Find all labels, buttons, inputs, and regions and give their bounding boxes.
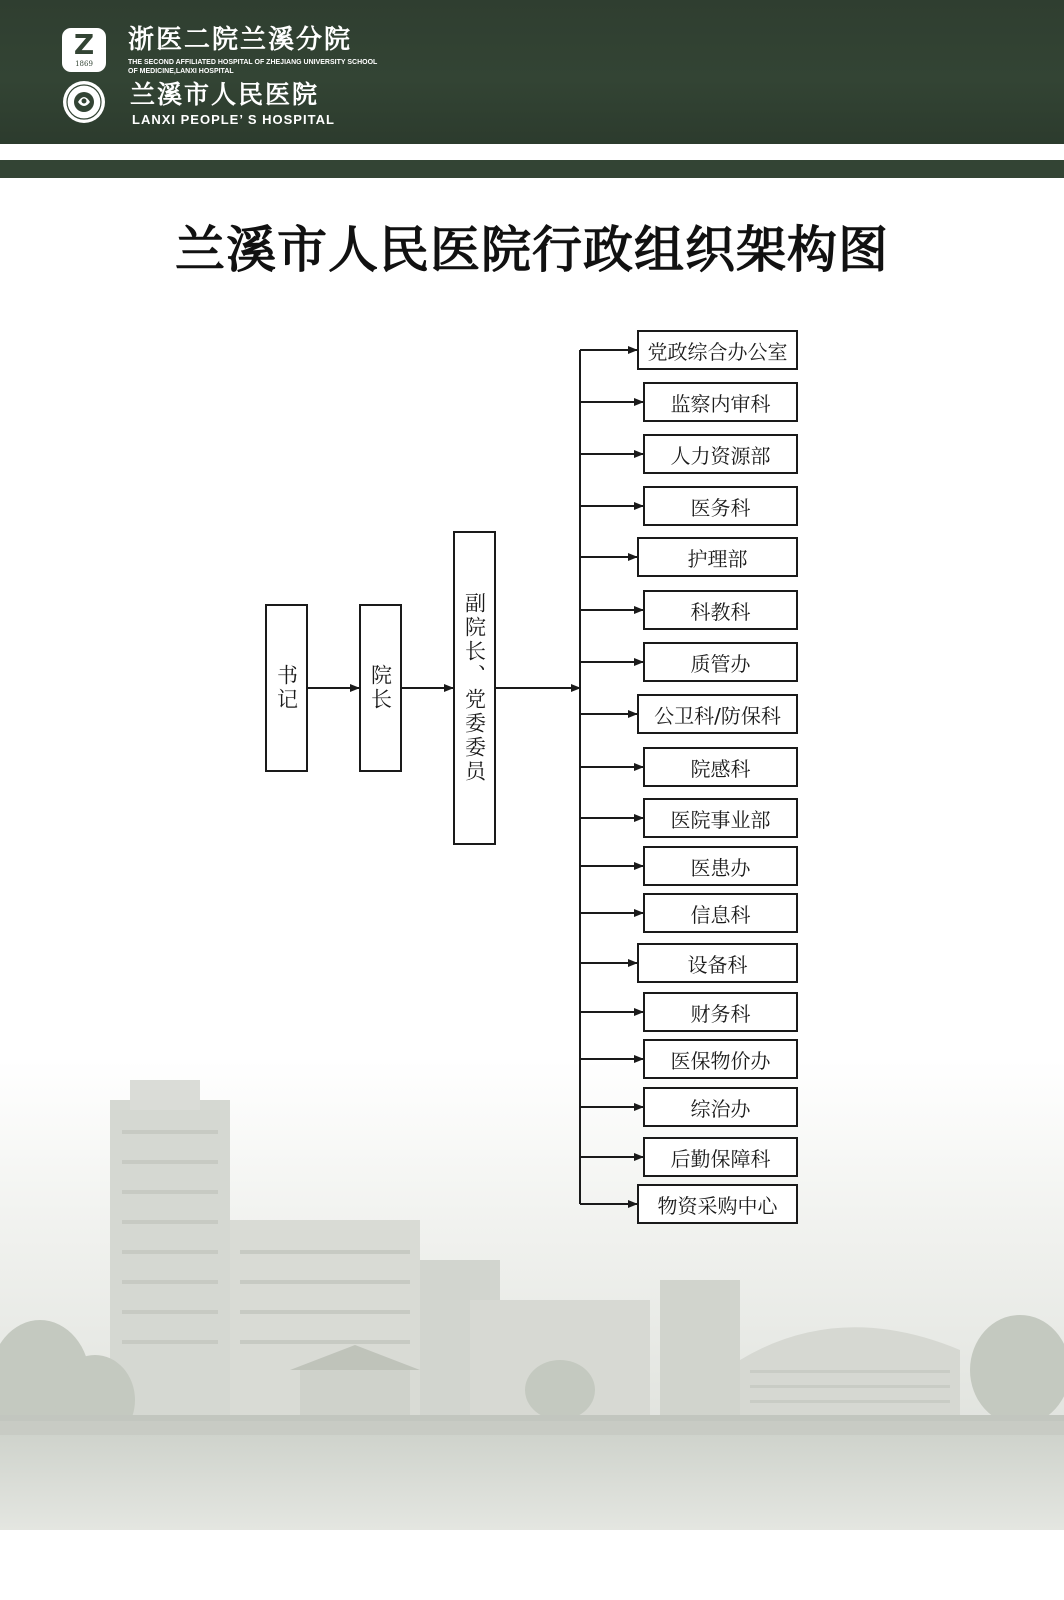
org-node-secretary: 书记 — [265, 604, 308, 772]
org-node-department: 科教科 — [643, 590, 798, 630]
org-node-department: 院感科 — [643, 747, 798, 787]
org-node-department: 公卫科/防保科 — [637, 694, 798, 734]
org-node-department: 设备科 — [637, 943, 798, 983]
org-node-department: 物资采购中心 — [637, 1184, 798, 1224]
org-node-department: 后勤保障科 — [643, 1137, 798, 1177]
hospital-name-english: LANXI PEOPLE’ S HOSPITAL — [132, 112, 335, 127]
org-node-department: 医院事业部 — [643, 798, 798, 838]
logo-year: 1869 — [75, 60, 93, 68]
org-node-department: 医患办 — [643, 846, 798, 886]
brand-english-line-2: OF MEDICINE,LANXI HOSPITAL — [128, 68, 234, 75]
org-node-department: 综治办 — [643, 1087, 798, 1127]
org-node-department: 医保物价办 — [643, 1039, 798, 1079]
org-node-president: 院长 — [359, 604, 402, 772]
brand-english-line-1: THE SECOND AFFILIATED HOSPITAL OF ZHEJIANG UNIVERSITY SCHOOL — [128, 59, 378, 66]
page-title: 兰溪市人民医院行政组织架构图 — [175, 221, 889, 279]
org-node-department: 医务科 — [643, 486, 798, 526]
org-node-vice-president: 副院长、党委委员 — [453, 531, 496, 845]
org-node-department: 财务科 — [643, 992, 798, 1032]
hospital-name: 兰溪市人民医院 — [130, 80, 320, 109]
logo-letter: Z — [73, 28, 95, 61]
org-node-department: 监察内审科 — [643, 382, 798, 422]
org-node-department: 信息科 — [643, 893, 798, 933]
org-node-department: 护理部 — [637, 537, 798, 577]
org-node-department: 党政综合办公室 — [637, 330, 798, 370]
brand-name-top: 浙医二院兰溪分院 — [128, 25, 353, 55]
org-node-department: 人力资源部 — [643, 434, 798, 474]
org-node-department: 质管办 — [643, 642, 798, 682]
